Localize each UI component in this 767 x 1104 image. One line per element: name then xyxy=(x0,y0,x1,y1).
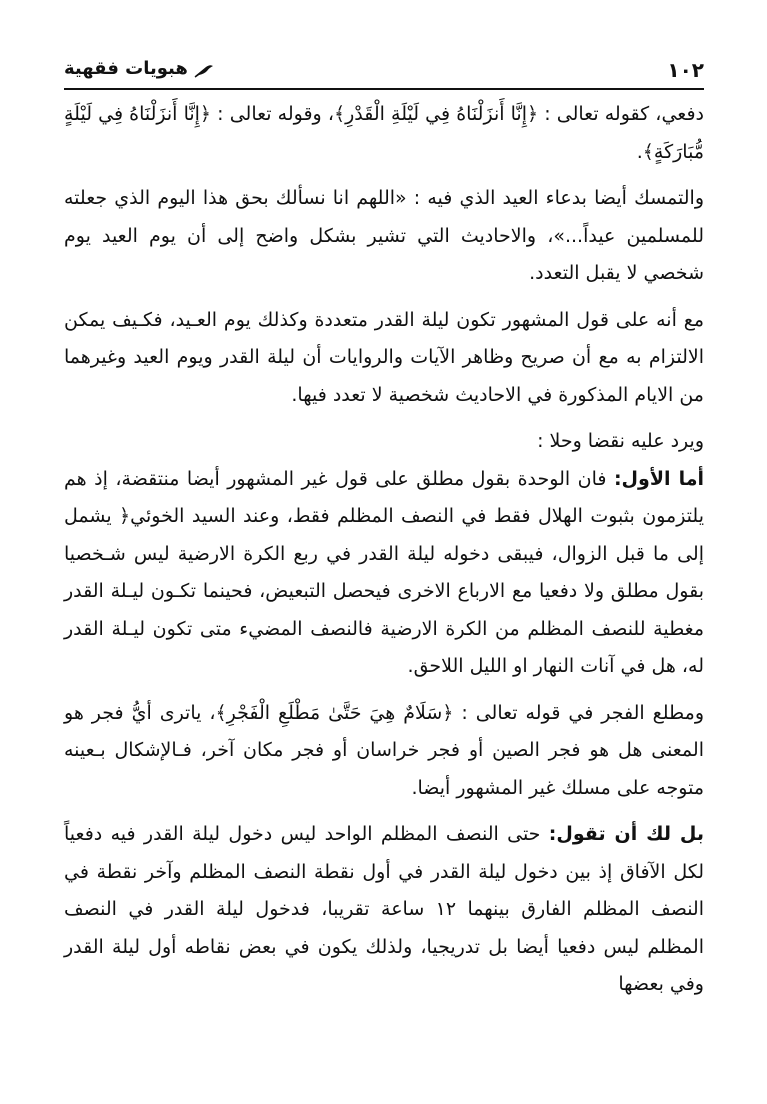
paragraph-4 xyxy=(64,423,704,461)
header-divider xyxy=(64,88,704,90)
running-title: هبويات فقهية xyxy=(64,58,188,79)
paragraph-text: ويرد عليه نقضا وحلا : xyxy=(537,430,704,452)
paragraph-5 xyxy=(64,461,704,686)
paragraph-1 xyxy=(64,96,704,171)
paragraph-3 xyxy=(64,302,704,415)
paragraph-7 xyxy=(64,816,704,1004)
page-number: ١٠٢ xyxy=(667,58,704,82)
paragraph-2 xyxy=(64,180,704,293)
quill-pen-icon xyxy=(194,62,214,76)
running-title-group xyxy=(64,58,214,79)
paragraph-text: دفعي، كقوله تعالى : ﴿إِنَّا أَنزَلْنَاهُ فِي لَيْلَةِ الْقَدْرِ﴾، وقوله تعالى : ﴿إِنَّا أَنزَلْنَاهُ فِي لَيْلَةٍ مُّبَارَكَةٍ﴾. xyxy=(64,103,704,163)
paragraph-text: حتى النصف المظلم الواحد ليس دخول ليلة القدر فيه دفعياً لكل الآفاق إذ بين دخول ليلة القدر في أول نقطة النصف المظلم وآخر نقطة في النصف المظلم الفارق بينهما ١٢ ساعة تقريبا، فدخول ليلة القدر في النصف المظلم ليس دفعيا أيضا بل تدريجيا، ولذلك يكون في بعض نقاطه أول ليلة القدر وفي بعضها xyxy=(64,823,704,995)
paragraph-text: مع أنه على قول المشهور تكون ليلة القدر متعددة وكذلك يوم العـيد، فكـيف يمكن الالتزام به مع أن صريح وظاهر الآيات والروايات أن ليلة القدر ويوم العيد وغيرهما من الايام المذكورة في الاحاديث شخصية لا تعدد فيها. xyxy=(64,308,704,406)
main-text xyxy=(64,96,704,1013)
paragraph-lead: بل لك أن تقول: xyxy=(548,823,704,845)
paragraph-text: والتمسك أيضا بدعاء العيد الذي فيه : «اللهم انا نسألك بحق هذا اليوم الذي جعلته للمسلمين عيداً...»، والاحاديث التي تشير بشكل واضح إلى أن يوم العيد يوم شخصي لا يقبل التعدد. xyxy=(64,187,704,284)
paragraph-text: ومطلع الفجر في قوله تعالى : ﴿سَلَامٌ هِيَ حَتَّىٰ مَطْلَعِ الْفَجْرِ﴾، ياترى أيُّ فجر هو المعنى هل هو فجر الصين أو فجر خراسان أو فجر مكان آخر، فـالإشكال بـعينه متوجه على مسلك غير المشهور أيضا. xyxy=(64,701,704,799)
page-header xyxy=(64,56,704,86)
paragraph-text: فان الوحدة بقول مطلق على قول غير المشهور أيضا منتقضة، إذ هم يلتزمون بثبوت الهلال فقط في النصف المظلم فقط، وعند السيد الخوئي﴿ يشمل إلى ما قبل الزوال، فيبقى دخوله ليلة القدر في ربع الكرة الارضية ليس شـخصيا بقول مطلق ولا دفعيا مع الارباع الاخرى فيحصل التبعيض، فحينما تكـون ليـلة القدر مغطية للنصف المظلم من الكرة الارضية فالنصف المضيء متى تكون ليـلة القدر له، هل في آنات النهار او الليل اللاحق. xyxy=(64,467,704,677)
paragraph-6 xyxy=(64,695,704,808)
paragraph-lead: أما الأول: xyxy=(613,467,704,490)
